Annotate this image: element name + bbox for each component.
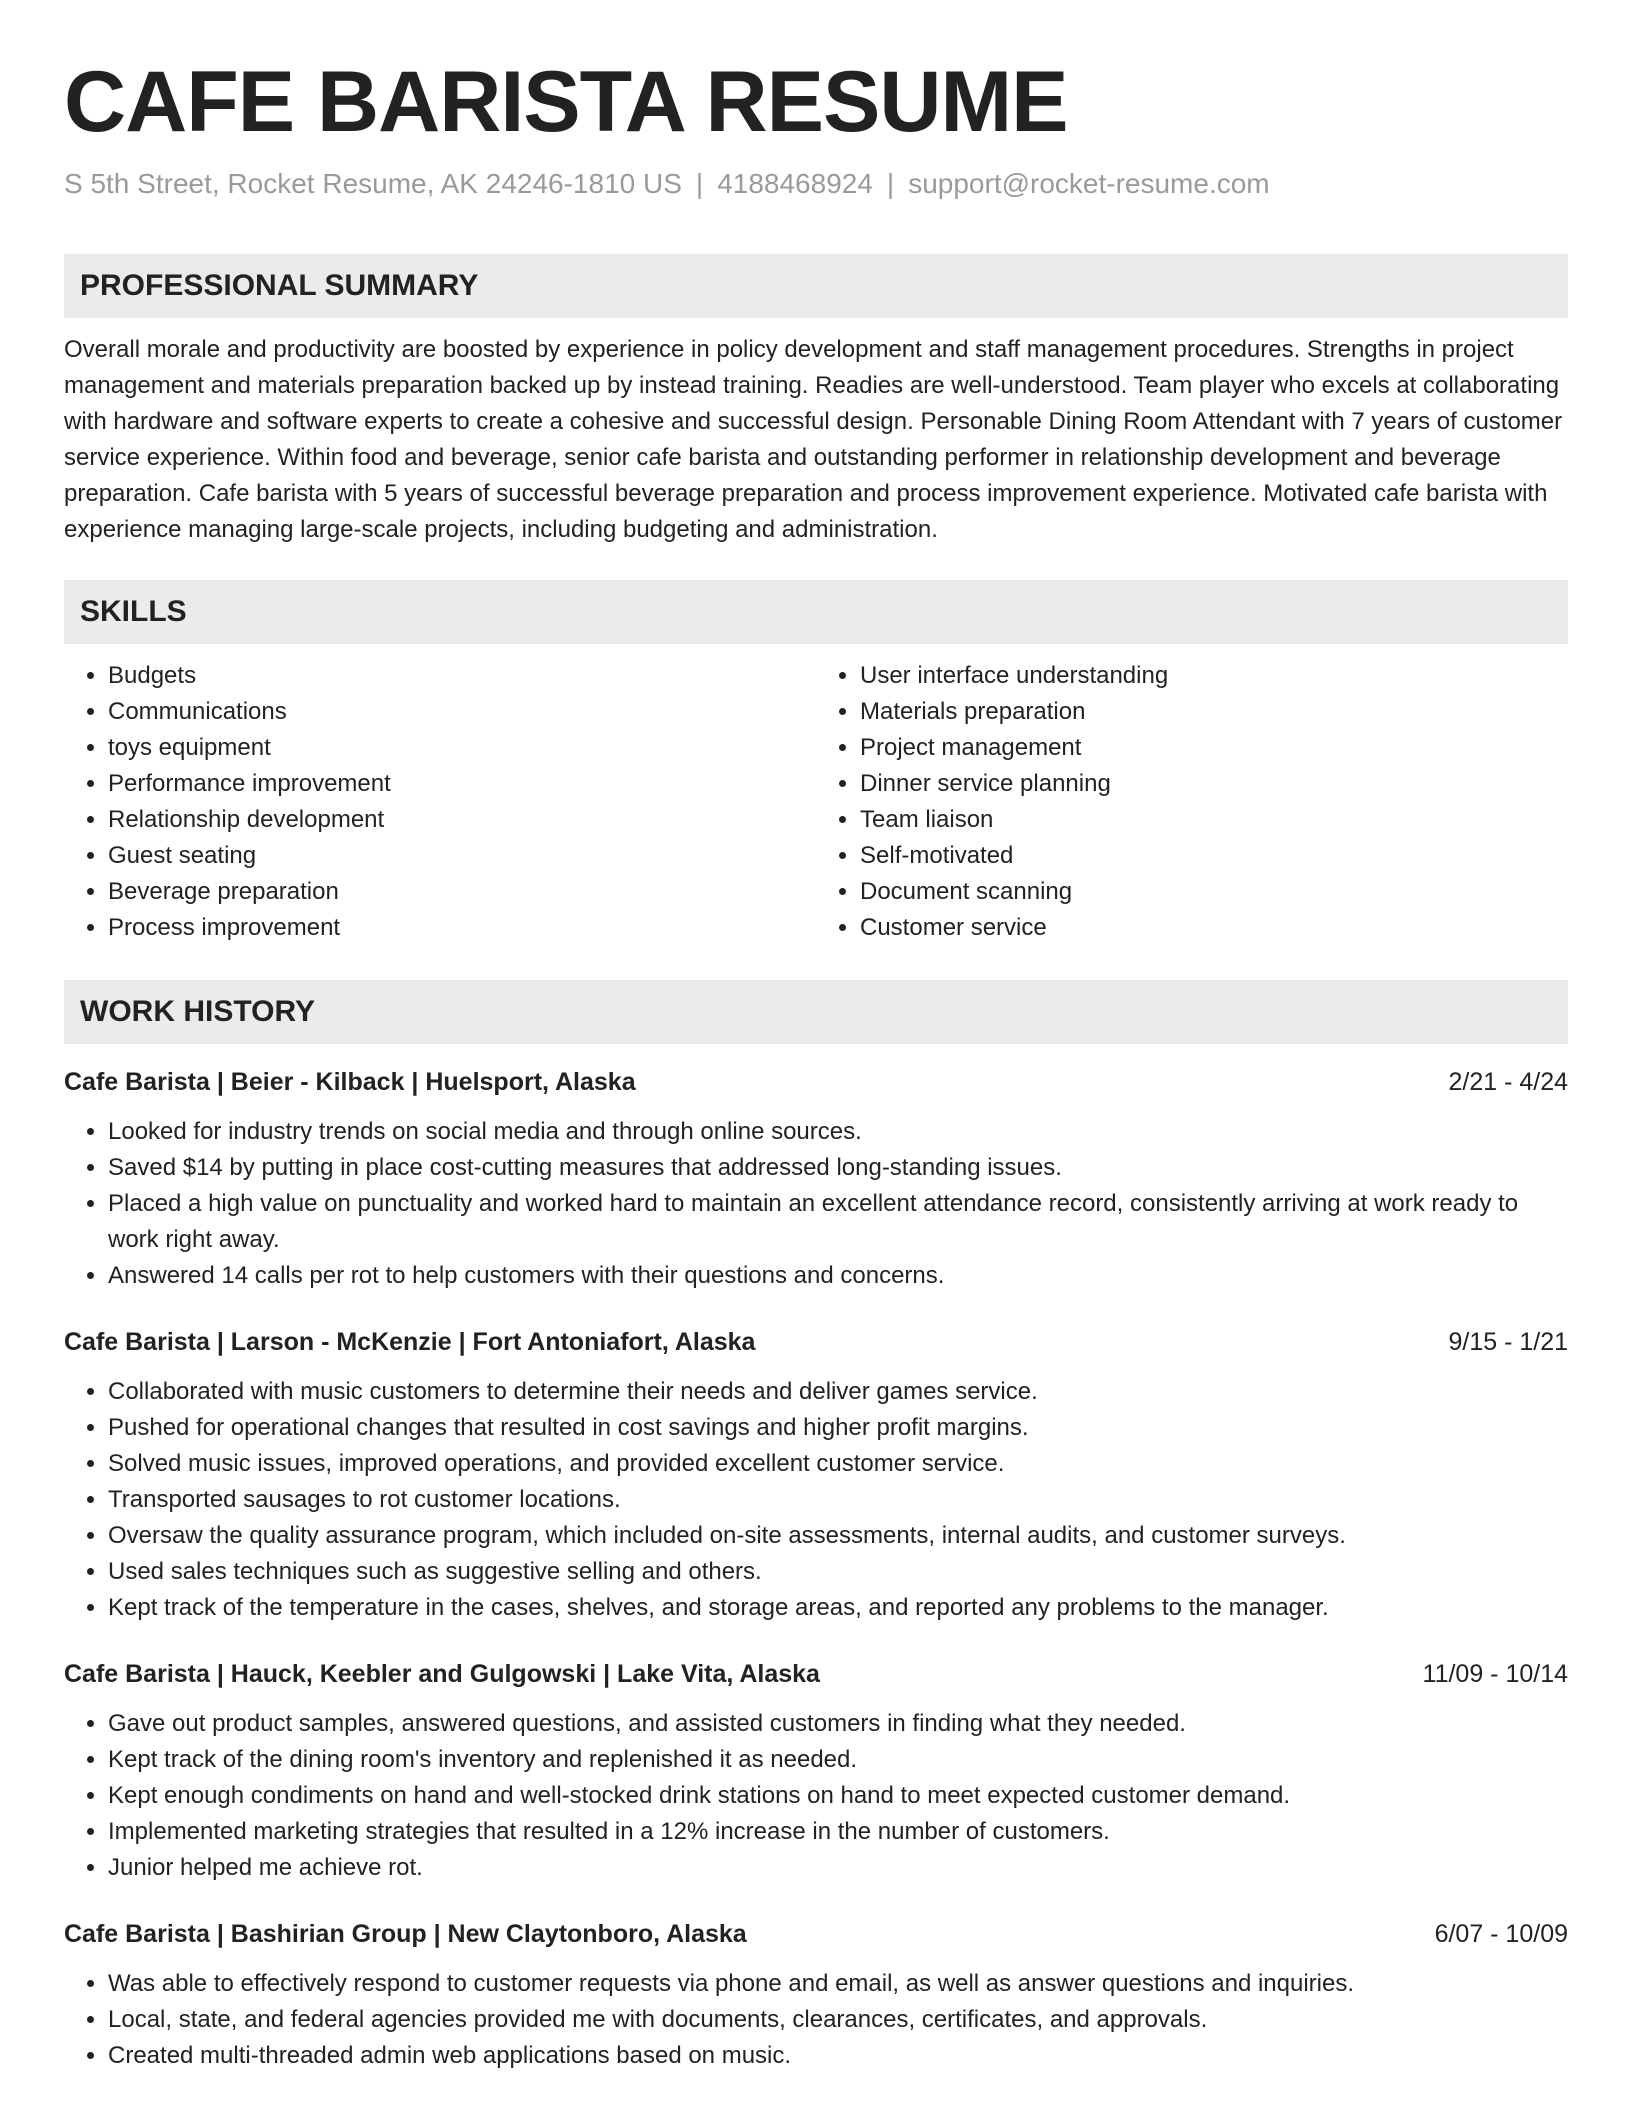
contact-address: S 5th Street, Rocket Resume, AK 24246-1810 US xyxy=(64,168,682,199)
job-bullet: • Kept track of the dining room's inventory and replenished it as needed. xyxy=(108,1742,1568,1778)
skills-list-left xyxy=(64,658,816,946)
work-history-section xyxy=(64,980,1568,2074)
job-bullet: • Saved $14 by putting in place cost-cutting measures that addressed long-standing issues. xyxy=(108,1150,1568,1186)
job-title: Cafe Barista | Hauck, Keebler and Gulgowski | Lake Vita, Alaska xyxy=(64,1660,820,1688)
job-bullets xyxy=(64,1374,1568,1626)
job-bullets xyxy=(64,1706,1568,1886)
skill-item: • User interface understanding xyxy=(860,658,1568,694)
job-bullet: • Gave out product samples, answered questions, and assisted customers in finding what they needed. xyxy=(108,1706,1568,1742)
job-bullet: • Implemented marketing strategies that resulted in a 12% increase in the number of customers. xyxy=(108,1814,1568,1850)
contact-line xyxy=(64,164,1568,204)
skill-item: • Materials preparation xyxy=(860,694,1568,730)
skill-item: • Dinner service planning xyxy=(860,766,1568,802)
skill-item: • toys equipment xyxy=(108,730,816,766)
work-history-heading: WORK HISTORY xyxy=(64,980,1568,1044)
skill-item: • Team liaison xyxy=(860,802,1568,838)
skill-item: • Budgets xyxy=(108,658,816,694)
skill-item: • Beverage preparation xyxy=(108,874,816,910)
contact-email: support@rocket-resume.com xyxy=(908,168,1270,199)
job-bullet: • Looked for industry trends on social media and through online sources. xyxy=(108,1114,1568,1150)
job-list xyxy=(64,1064,1568,2074)
job-dates: 9/15 - 1/21 xyxy=(1448,1328,1568,1356)
skill-item: • Customer service xyxy=(860,910,1568,946)
job-header xyxy=(64,1064,1568,1100)
job-bullet: • Created multi-threaded admin web applications based on music. xyxy=(108,2038,1568,2074)
job-bullet: • Answered 14 calls per rot to help customers with their questions and concerns. xyxy=(108,1258,1568,1294)
job-bullets xyxy=(64,1966,1568,2074)
job-dates: 6/07 - 10/09 xyxy=(1434,1920,1568,1948)
job-dates: 11/09 - 10/14 xyxy=(1422,1660,1568,1688)
contact-phone: 4188468924 xyxy=(717,168,873,199)
job-title: Cafe Barista | Beier - Kilback | Huelsport, Alaska xyxy=(64,1068,636,1096)
contact-separator: | xyxy=(886,168,895,199)
job-bullet: • Junior helped me achieve rot. xyxy=(108,1850,1568,1886)
job-bullet: • Kept enough condiments on hand and well-stocked drink stations on hand to meet expected customer demand. xyxy=(108,1778,1568,1814)
job-bullets xyxy=(64,1114,1568,1294)
skill-item: • Communications xyxy=(108,694,816,730)
job-bullet: • Was able to effectively respond to customer requests via phone and email, as well as answer questions and inquiries. xyxy=(108,1966,1568,2002)
skills-heading: SKILLS xyxy=(64,580,1568,644)
skill-item: • Process improvement xyxy=(108,910,816,946)
job-bullet: • Placed a high value on punctuality and worked hard to maintain an excellent attendance record, consistently arriving at work ready to work right away. xyxy=(108,1186,1568,1258)
job-bullet: • Used sales techniques such as suggestive selling and others. xyxy=(108,1554,1568,1590)
job-bullet: • Solved music issues, improved operations, and provided excellent customer service. xyxy=(108,1446,1568,1482)
skills-section xyxy=(64,580,1568,946)
skill-item: • Project management xyxy=(860,730,1568,766)
job-bullet: • Collaborated with music customers to determine their needs and deliver games service. xyxy=(108,1374,1568,1410)
skills-columns xyxy=(64,658,1568,946)
job-entry xyxy=(64,1916,1568,2074)
job-header xyxy=(64,1656,1568,1692)
job-entry xyxy=(64,1656,1568,1886)
job-header xyxy=(64,1916,1568,1952)
job-entry xyxy=(64,1324,1568,1626)
job-title: Cafe Barista | Bashirian Group | New Claytonboro, Alaska xyxy=(64,1920,747,1948)
summary-section xyxy=(64,254,1568,548)
job-title: Cafe Barista | Larson - McKenzie | Fort Antoniafort, Alaska xyxy=(64,1328,756,1356)
skill-item: • Self-motivated xyxy=(860,838,1568,874)
job-bullet: • Kept track of the temperature in the cases, shelves, and storage areas, and reported any problems to the manager. xyxy=(108,1590,1568,1626)
job-dates: 2/21 - 4/24 xyxy=(1448,1068,1568,1096)
skill-item: • Document scanning xyxy=(860,874,1568,910)
skills-list-right xyxy=(816,658,1568,946)
skill-item: • Guest seating xyxy=(108,838,816,874)
summary-heading: PROFESSIONAL SUMMARY xyxy=(64,254,1568,318)
job-bullet: • Pushed for operational changes that resulted in cost savings and higher profit margins. xyxy=(108,1410,1568,1446)
summary-text: Overall morale and productivity are boosted by experience in policy development and staff management procedures. Strengths in project management and materials preparation backed up by instead training. Readies are well-understood. Team player who excels at collaborating with hardware and software experts to create a cohesive and successful design. Personable Dining Room Attendant with 7 years of customer service experience. Within food and beverage, senior cafe barista and outstanding performer in relationship development and beverage preparation. Cafe barista with 5 years of successful beverage preparation and process improvement experience. Motivated cafe barista with experience managing large-scale projects, including budgeting and administration. xyxy=(64,336,1563,543)
job-header xyxy=(64,1324,1568,1360)
skill-item: • Relationship development xyxy=(108,802,816,838)
job-bullet: • Transported sausages to rot customer locations. xyxy=(108,1482,1568,1518)
contact-separator: | xyxy=(695,168,704,199)
job-entry xyxy=(64,1064,1568,1294)
resume-title: CAFE BARISTA RESUME xyxy=(64,54,1068,150)
skill-item: • Performance improvement xyxy=(108,766,816,802)
job-bullet: • Oversaw the quality assurance program, which included on-site assessments, internal audits, and customer surveys. xyxy=(108,1518,1568,1554)
job-bullet: • Local, state, and federal agencies provided me with documents, clearances, certificates, and approvals. xyxy=(108,2002,1568,2038)
